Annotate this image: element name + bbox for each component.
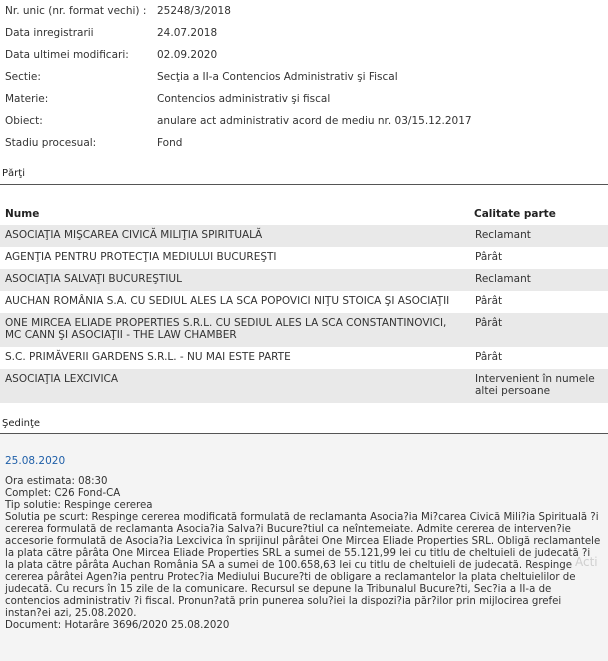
meta-value: 02.09.2020 bbox=[157, 49, 218, 61]
column-header-nume: Nume bbox=[5, 208, 40, 220]
meta-row-sectie bbox=[0, 66, 608, 88]
meta-value: 25248/3/2018 bbox=[157, 5, 231, 17]
meta-value: Fond bbox=[157, 137, 183, 149]
party-name: ONE MIRCEA ELIADE PROPERTIES S.R.L. CU SEDIUL ALES LA SCA CONSTANTINOVICI, MC CANN ŞI ASOCIAŢII - THE LAW CHAMBER bbox=[5, 317, 447, 341]
meta-row-stadiu bbox=[0, 132, 608, 154]
party-role: Pârât bbox=[475, 317, 503, 329]
complet: Complet: C26 Fond-CA bbox=[5, 488, 121, 499]
party-role: Pârât bbox=[475, 251, 503, 263]
meta-row-data-inregistrarii bbox=[0, 22, 608, 44]
sedinta-details bbox=[5, 476, 601, 632]
meta-value: Secţia a II-a Contencios Administrativ şi Fiscal bbox=[157, 71, 398, 83]
meta-label: Materie: bbox=[5, 93, 49, 105]
document-reference: Document: Hotarâre 3696/2020 25.08.2020 bbox=[5, 620, 230, 631]
meta-row-nr-unic bbox=[0, 0, 608, 22]
meta-label: Data inregistrarii bbox=[5, 27, 94, 39]
meta-value: anulare act administrativ acord de mediu nr. 03/15.12.2017 bbox=[157, 115, 472, 127]
table-row bbox=[0, 225, 608, 247]
table-row bbox=[0, 313, 608, 347]
parti-section-title: Părţi bbox=[2, 168, 25, 179]
meta-label: Sectie: bbox=[5, 71, 41, 83]
party-role: Pârât bbox=[475, 351, 503, 363]
solutie-pe-scurt: Solutia pe scurt: Respinge cererea modificată formulată de reclamanta Asocia?ia Mi?carea Civică Mili?ia Spirituală ?i cererea formulată de reclamanta Asocia?ia Salva?i Bucure?tiul ca neîntemeiate. Admite cererea de interven?ie accesorie formulată de Asocia?ia Lexcivica în sprijinul pârâtei One Mircea Eliade Properties SRL. Obligă reclamantele la plata către pârâta One Mircea Eliade Properties SRL a sumei de 55.121,99 lei cu titlu de cheltuieli de judecată ?i la plata către pârâta Auchan România SA a sumei de 100.658,63 lei cu titlu de cheltuieli de judecată. Respinge cererea pârâtei Agen?ia pentru Protec?ia Mediului Bucure?ti de obligare a reclamantelor la plata cheltuielilor de judecată. Cu recurs în 15 zile de la comunicare. Recursul se depune la Tribunalul Bucure?ti, Sec?ia a II-a de contencios administrativ ?i fiscal. Pronun?ată prin punerea solu?iei la dispozi?ia păr?ilor prin mijlocirea grefei instan?ei azi, 25.08.2020. bbox=[5, 512, 601, 619]
table-row bbox=[0, 269, 608, 291]
ora-estimata: Ora estimata: 08:30 bbox=[5, 476, 108, 487]
meta-label: Nr. unic (nr. format vechi) : bbox=[5, 5, 147, 17]
meta-label: Obiect: bbox=[5, 115, 43, 127]
party-name: ASOCIAŢIA LEXCIVICA bbox=[5, 373, 119, 385]
column-header-calitate: Calitate parte bbox=[474, 208, 556, 220]
sedinte-section-title: Şedinţe bbox=[2, 418, 41, 429]
parti-table-header bbox=[0, 203, 608, 225]
parti-divider bbox=[0, 184, 608, 185]
sedinta-date: 25.08.2020 bbox=[5, 455, 66, 467]
meta-row-obiect bbox=[0, 110, 608, 132]
meta-label: Data ultimei modificari: bbox=[5, 49, 129, 61]
table-row bbox=[0, 247, 608, 269]
party-role: Reclamant bbox=[475, 229, 531, 241]
meta-row-data-modificari bbox=[0, 44, 608, 66]
table-row bbox=[0, 369, 608, 403]
party-name: ASOCIAŢIA MIŞCAREA CIVICĂ MILIŢIA SPIRITUALĂ bbox=[5, 229, 263, 241]
meta-label: Stadiu procesual: bbox=[5, 137, 97, 149]
party-role: Intervenient în numele altei persoane bbox=[475, 373, 595, 397]
party-name: S.C. PRIMĂVERII GARDENS S.R.L. - NU MAI ESTE PARTE bbox=[5, 351, 291, 363]
table-row bbox=[0, 291, 608, 313]
party-role: Reclamant bbox=[475, 273, 531, 285]
table-row bbox=[0, 347, 608, 369]
watermark-text: Acti bbox=[575, 555, 598, 569]
meta-row-materie bbox=[0, 88, 608, 110]
party-name: ASOCIAŢIA SALVAŢI BUCUREŞTIUL bbox=[5, 273, 182, 285]
tip-solutie: Tip solutie: Respinge cererea bbox=[5, 500, 153, 511]
party-name: AGENŢIA PENTRU PROTECŢIA MEDIULUI BUCUREŞTI bbox=[5, 251, 277, 263]
meta-value: Contencios administrativ şi fiscal bbox=[157, 93, 331, 105]
party-name: AUCHAN ROMÂNIA S.A. CU SEDIUL ALES LA SCA POPOVICI NIŢU STOICA ŞI ASOCIAŢII bbox=[5, 295, 450, 307]
party-role: Pârât bbox=[475, 295, 503, 307]
meta-value: 24.07.2018 bbox=[157, 27, 218, 39]
